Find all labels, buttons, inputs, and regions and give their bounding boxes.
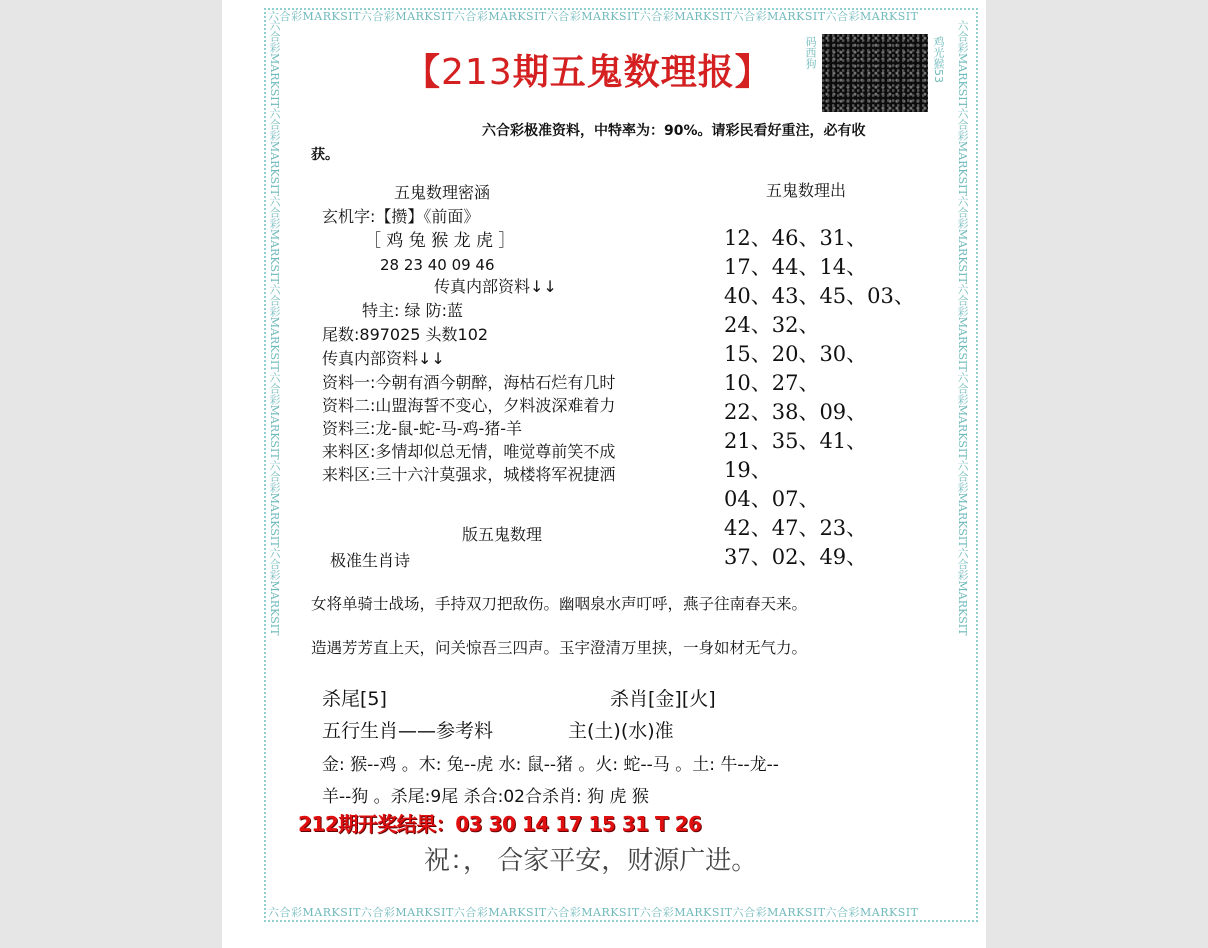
- watermark-left: 六合彩MARKSIT六合彩MARKSIT六合彩MARKSIT六合彩MARKSIT六合彩MARKSIT六合彩MARKSIT六合彩MARKSIT: [268, 20, 281, 636]
- intro-line-2: 获。: [311, 147, 339, 163]
- zhu-text: 主(土)(水)准: [568, 720, 674, 742]
- qr-code-image: [822, 34, 928, 112]
- blessing-text: 祝：， 合家平安，财源广进。: [424, 846, 758, 876]
- qr-left-label: 码西狗: [804, 36, 817, 69]
- title-text: 期五鬼数理报: [512, 51, 735, 93]
- draw-result: 212期开奖结果：03 30 14 17 15 31 T 26: [298, 812, 702, 836]
- number-row: 21、35、41、: [724, 429, 868, 453]
- number-row: 12、46、31、: [724, 226, 868, 250]
- fax-label-2: 传真内部资料↓↓: [322, 349, 445, 368]
- number-row: 40、43、45、03、: [724, 284, 915, 308]
- title-open-bracket: 【: [404, 51, 442, 93]
- number-row: 24、32、: [724, 313, 820, 337]
- number-list: 28 23 40 09 46: [380, 256, 495, 274]
- title-close-bracket: 】: [734, 51, 772, 93]
- wuxing-title: 五行生肖——参考料: [322, 720, 494, 742]
- zodiac-list: ［ 鸡 兔 猴 龙 虎 ］: [364, 231, 516, 251]
- data-item-4: 来料区:多情却似总无情，唯觉尊前笑不成: [322, 442, 616, 461]
- data-item-2: 资料二:山盟海誓不变心，夕料波深难着力: [322, 396, 616, 415]
- number-row: 22、38、09、: [724, 400, 868, 424]
- xuanji-text: 玄机字:【攒】《前面》: [322, 207, 480, 226]
- left-heading: 五鬼数理密涵: [394, 183, 491, 202]
- watermark-bottom: 六合彩MARKSIT六合彩MARKSIT六合彩MARKSIT六合彩MARKSIT六合彩MARKSIT六合彩MARKSIT六合彩MARKSIT: [268, 906, 919, 919]
- wuxing-line-1: 金: 猴--鸡 。木: 兔--虎 水: 鼠--猪 。火: 蛇--马 。土: 牛--龙--: [322, 755, 779, 775]
- poem-line-2: 造遇芳芳直上天，问关惊吾三四声。玉宇澄清万里挟，一身如材无气力。: [311, 639, 808, 657]
- intro-line-1: 六合彩极准资料，中特率为：90%。请彩民看好重注，必有收: [482, 123, 866, 139]
- right-heading: 五鬼数理出: [766, 181, 847, 200]
- fax-label-1: 传真内部资料↓↓: [434, 277, 557, 296]
- data-item-1: 资料一:今朝有酒今朝醉，海枯石烂有几时: [322, 373, 616, 392]
- number-row: 42、47、23、: [724, 516, 868, 540]
- number-row: 37、02、49、: [724, 545, 868, 569]
- shaxiao-text: 杀肖[金][火]: [610, 688, 716, 710]
- wuxing-line-2: 羊--狗 。杀尾:9尾 杀合:02合杀肖: 狗 虎 猴: [322, 787, 649, 807]
- section-title-3: 极准生肖诗: [330, 551, 411, 570]
- issue-number: 213: [441, 52, 513, 93]
- page-title: [404, 44, 772, 94]
- number-row: 19、: [724, 458, 772, 482]
- number-row: 15、20、30、: [724, 342, 868, 366]
- data-item-3: 资料三:龙-鼠-蛇-马-鸡-猪-羊: [322, 419, 523, 438]
- number-row: 17、44、14、: [724, 255, 868, 279]
- number-row: 10、27、: [724, 371, 820, 395]
- number-column: [724, 224, 915, 572]
- poem-line-1: 女将单骑士战场，手持双刀把敌伤。幽咽泉水声叮呼，燕子往南春天来。: [311, 595, 808, 613]
- watermark-right: 六合彩MARKSIT六合彩MARKSIT六合彩MARKSIT六合彩MARKSIT六合彩MARKSIT六合彩MARKSIT六合彩MARKSIT: [956, 20, 969, 636]
- shawei-text: 杀尾[5]: [322, 688, 387, 710]
- data-item-5: 来料区:三十六汁莫强求，城楼将军祝捷洒: [322, 465, 616, 484]
- tezhu-text: 特主: 绿 防:蓝: [362, 301, 463, 320]
- number-row: 04、07、: [724, 487, 820, 511]
- section-title-2: 版五鬼数理: [462, 525, 543, 544]
- qr-right-label: 鸡光猴53: [932, 36, 945, 83]
- watermark-top: 六合彩MARKSIT六合彩MARKSIT六合彩MARKSIT六合彩MARKSIT六合彩MARKSIT六合彩MARKSIT六合彩MARKSIT: [268, 10, 919, 23]
- weishu-text: 尾数:897025 头数102: [322, 325, 489, 344]
